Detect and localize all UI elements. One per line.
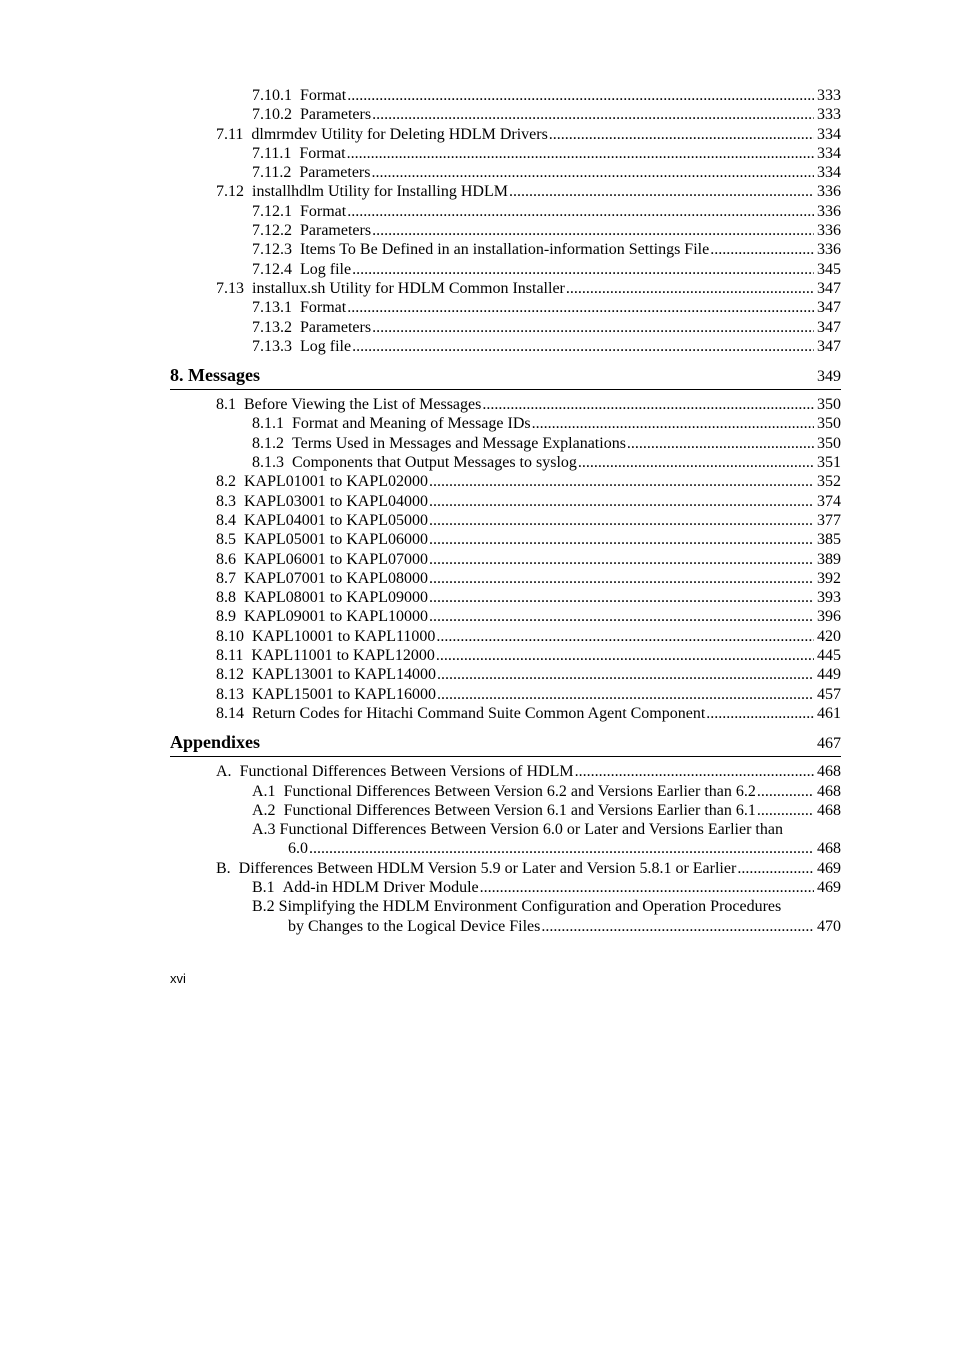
toc-entry-title: Before Viewing the List of Messages [244, 396, 482, 414]
toc-entry-title: KAPL04001 to KAPL05000 [244, 511, 429, 529]
toc-entry-title: installhdlm Utility for Installing HDLM [252, 183, 508, 201]
toc-entry-page: 336 [817, 202, 841, 220]
toc-entry-page: 334 [817, 144, 841, 162]
toc-entry-page: 350 [817, 415, 841, 433]
toc-entry-number: 8.1 [216, 396, 236, 414]
toc-entry-page: 461 [817, 704, 841, 722]
toc-entry-a3-line2[interactable] [170, 839, 841, 858]
toc-entry[interactable] [170, 453, 841, 472]
toc-entry-number: 7.13.1 [252, 299, 292, 317]
toc-entry[interactable] [170, 492, 841, 511]
dot-leader [429, 530, 814, 549]
toc-entry-title: Differences Between HDLM Version 5.9 or Later and Version 5.8.1 or Earlier [238, 859, 737, 877]
chapter-title: Appendixes [170, 732, 261, 753]
toc-entry-number: 7.10.2 [252, 106, 292, 124]
toc-entry-number: 8.11 [216, 647, 244, 665]
toc-entry-page: 396 [817, 608, 841, 626]
dot-leader [347, 86, 814, 105]
dot-leader [347, 144, 814, 163]
toc-entry-number: 8.1.3 [252, 454, 284, 472]
dot-leader [429, 511, 814, 530]
toc-entry-page: 457 [817, 685, 841, 703]
toc-entry-page: 336 [817, 241, 841, 259]
toc-entry-title: installux.sh Utility for HDLM Common Installer [252, 279, 565, 297]
toc-entry[interactable] [170, 762, 841, 781]
dot-leader [757, 801, 814, 820]
toc-entry-number: 7.12.3 [252, 241, 292, 259]
toc-entry[interactable] [170, 704, 841, 723]
toc-entry-title: Components that Output Messages to syslog [292, 454, 577, 472]
toc-entry-number: 8.1.1 [252, 415, 284, 433]
toc-entry-page: 347 [817, 337, 841, 355]
toc-entry-b2-line1[interactable]: B.2 Simplifying the HDLM Environment Configuration and Operation Procedures [252, 898, 782, 916]
chapter-page: 349 [817, 368, 841, 386]
toc-entry-number: A.2 [252, 801, 276, 819]
dot-leader [429, 550, 814, 569]
toc-entry[interactable] [170, 511, 841, 530]
toc-entry-page: 350 [817, 434, 841, 452]
toc-entry[interactable] [170, 607, 841, 626]
toc-section-appendixes [170, 762, 841, 936]
dot-leader [436, 627, 814, 646]
toc-entry-page: 347 [817, 279, 841, 297]
toc-entry-title: Terms Used in Messages and Message Explanations [292, 434, 626, 452]
toc-entry-page: 352 [817, 473, 841, 491]
toc-entry[interactable] [170, 337, 841, 356]
dot-leader [437, 685, 814, 704]
dot-leader [429, 472, 814, 491]
toc-entry[interactable] [170, 298, 841, 317]
toc-entry[interactable] [170, 182, 841, 201]
toc-entry-page: 468 [817, 801, 841, 819]
toc-entry[interactable] [170, 530, 841, 549]
toc-entry[interactable] [170, 202, 841, 221]
toc-entry-title: Parameters [300, 222, 372, 240]
dot-leader [757, 782, 814, 801]
toc-entry[interactable] [170, 627, 841, 646]
toc-entry-page: 468 [817, 782, 841, 800]
toc-entry-title: KAPL07001 to KAPL08000 [244, 569, 429, 587]
toc-entry-number: 7.12.1 [252, 202, 292, 220]
dot-leader [372, 105, 814, 124]
toc-entry-page: 449 [817, 666, 841, 684]
toc-entry[interactable] [170, 260, 841, 279]
toc-entry-number: 8.8 [216, 589, 236, 607]
toc-entry[interactable] [170, 144, 841, 163]
toc-entry[interactable] [170, 550, 841, 569]
dot-leader [429, 569, 814, 588]
toc-entry[interactable] [170, 221, 841, 240]
toc-entry-page: 385 [817, 531, 841, 549]
toc-entry-number: 8.12 [216, 666, 244, 684]
toc-entry-page: 445 [817, 647, 841, 665]
dot-leader [437, 665, 814, 684]
dot-leader [737, 859, 814, 878]
toc-entry[interactable] [170, 878, 841, 897]
toc-entry-number: B.1 [252, 878, 275, 896]
toc-entry-number: 8.13 [216, 685, 244, 703]
toc-entry-page: 345 [817, 260, 841, 278]
toc-section-7-continued [170, 86, 841, 356]
toc-entry-page: 374 [817, 492, 841, 510]
chapter-heading-messages[interactable] [170, 364, 841, 390]
toc-entry-number: 8.5 [216, 531, 236, 549]
toc-entry-number: 8.4 [216, 511, 236, 529]
dot-leader [429, 492, 814, 511]
toc-entry-title: Functional Differences Between Version 6.2 and Versions Earlier than 6.2 [283, 782, 756, 800]
toc-entry-number: 7.11.1 [252, 144, 292, 162]
toc-entry-page: 336 [817, 222, 841, 240]
toc-entry-number: 8.7 [216, 569, 236, 587]
toc-entry-page: 469 [817, 878, 841, 896]
toc-entry-title: Parameters [300, 106, 372, 124]
toc-entry-title: Format [300, 87, 347, 104]
toc-entry-title: Format and Meaning of Message IDs [292, 415, 531, 433]
toc-entry[interactable] [170, 163, 841, 182]
toc-entry-title: KAPL13001 to KAPL14000 [252, 666, 437, 684]
toc-entry-page: 470 [817, 917, 841, 935]
dot-leader [352, 337, 814, 356]
toc-entry-number: 8.3 [216, 492, 236, 510]
toc-entry-number: 7.12.4 [252, 260, 292, 278]
toc-entry-title: Return Codes for Hitachi Command Suite Common Agent Component [252, 704, 706, 722]
toc-entry[interactable] [170, 472, 841, 491]
toc-entry-title: Format [299, 144, 346, 162]
dot-leader [480, 878, 814, 897]
dot-leader [372, 221, 814, 240]
toc-entry-number: 8.9 [216, 608, 236, 626]
toc-entry-page: 469 [817, 859, 841, 877]
toc-entry-page: 336 [817, 183, 841, 201]
toc-entry-title: Format [300, 299, 347, 317]
toc-entry-title: KAPL11001 to KAPL12000 [251, 647, 435, 665]
toc-entry[interactable] [170, 801, 841, 820]
toc-entry-number: 7.13 [216, 279, 244, 297]
dot-leader [309, 839, 814, 858]
toc-entry-title: KAPL10001 to KAPL11000 [252, 627, 436, 645]
toc-entry-number: 7.12.2 [252, 222, 292, 240]
dot-leader [482, 395, 814, 414]
toc-entry-number: 7.11 [216, 125, 244, 143]
dot-leader [352, 260, 814, 279]
toc-entry-page: 350 [817, 396, 841, 414]
toc-entry-number: 7.10.1 [252, 87, 292, 104]
toc-entry-page: 347 [817, 318, 841, 336]
toc-entry-title: by Changes to the Logical Device Files [288, 917, 541, 935]
dot-leader [566, 279, 814, 298]
dot-leader [575, 762, 814, 781]
page-number: xvi [170, 971, 186, 986]
toc-entry-title: KAPL09001 to KAPL10000 [244, 608, 429, 626]
toc-entry-page: 377 [817, 511, 841, 529]
dot-leader [436, 646, 814, 665]
toc-entry-page: 347 [817, 299, 841, 317]
toc-entry-page: 389 [817, 550, 841, 568]
toc-entry[interactable] [170, 665, 841, 684]
toc-entry-title: Functional Differences Between Version 6.1 and Versions Earlier than 6.1 [283, 801, 756, 819]
toc-entry[interactable] [170, 685, 841, 704]
toc-entry[interactable] [170, 125, 841, 144]
toc-entry[interactable] [170, 782, 841, 801]
chapter-heading-appendixes[interactable] [170, 731, 841, 757]
toc-entry-a3-line1[interactable]: A.3 Functional Differences Between Version 6.0 or Later and Versions Earlier than [252, 821, 783, 839]
dot-leader [541, 917, 814, 936]
toc-entry[interactable] [170, 395, 841, 414]
toc-entry-number: 8.1.2 [252, 434, 284, 452]
dot-leader [578, 453, 814, 472]
toc-entry-title: Parameters [300, 318, 372, 336]
toc-entry-number: 8.6 [216, 550, 236, 568]
toc-entry-title: Log file [300, 260, 352, 278]
dot-leader [549, 125, 814, 144]
dot-leader [509, 182, 814, 201]
toc-entry-title: KAPL08001 to KAPL09000 [244, 589, 429, 607]
toc-entry-title: Parameters [299, 164, 371, 182]
toc-entry-title: dlmrmdev Utility for Deleting HDLM Drivers [251, 125, 548, 143]
toc-entry-title: Functional Differences Between Versions of HDLM [239, 763, 574, 781]
dot-leader [347, 202, 814, 221]
toc-entry-title: Add-in HDLM Driver Module [282, 878, 479, 896]
toc-entry-page: 420 [817, 627, 841, 645]
toc-entry-number: 8.10 [216, 627, 244, 645]
toc-entry[interactable] [170, 86, 841, 105]
toc-entry[interactable] [170, 434, 841, 453]
toc-entry-number: 8.2 [216, 473, 236, 491]
dot-leader [710, 240, 814, 259]
dot-leader [371, 163, 814, 182]
toc-entry-page: 334 [817, 164, 841, 182]
toc-entry-number: 7.11.2 [252, 164, 292, 182]
toc-entry-page: 351 [817, 454, 841, 472]
chapter-title: 8. Messages [170, 365, 260, 386]
toc-entry[interactable] [170, 279, 841, 298]
toc-entry[interactable] [170, 318, 841, 337]
toc-entry[interactable] [170, 414, 841, 433]
toc-section-8 [170, 395, 841, 723]
toc-entry-number: 7.12 [216, 183, 244, 201]
toc-entry-number: A.1 [252, 782, 276, 800]
chapter-page: 467 [817, 735, 841, 753]
toc-entry-number: A. [216, 763, 232, 781]
toc-entry-number: B. [216, 859, 231, 877]
dot-leader [429, 607, 814, 626]
toc-entry[interactable] [170, 569, 841, 588]
dot-leader [532, 414, 814, 433]
toc-entry-title: Log file [300, 337, 352, 355]
toc-entry-title: KAPL05001 to KAPL06000 [244, 531, 429, 549]
toc-entry-page: 333 [817, 106, 841, 124]
toc-entry-title: KAPL03001 to KAPL04000 [244, 492, 429, 510]
toc-entry-page: 333 [817, 87, 841, 104]
toc-entry[interactable] [170, 588, 841, 607]
toc-entry-page: 468 [817, 763, 841, 781]
toc-entry-b2-line2[interactable] [170, 917, 841, 936]
toc-entry-title: KAPL01001 to KAPL02000 [244, 473, 429, 491]
toc-entry-number: 7.13.2 [252, 318, 292, 336]
dot-leader [372, 318, 814, 337]
toc-entry-page: 468 [817, 840, 841, 858]
dot-leader [429, 588, 814, 607]
toc-entry[interactable] [170, 240, 841, 259]
toc-entry-title: KAPL15001 to KAPL16000 [252, 685, 437, 703]
toc-entry-page: 334 [817, 125, 841, 143]
toc-entry[interactable] [170, 859, 841, 878]
toc-entry-number: 7.13.3 [252, 337, 292, 355]
toc-entry[interactable] [170, 646, 841, 665]
toc-entry-title: Format [300, 202, 347, 220]
toc-entry-title: 6.0 [288, 840, 308, 858]
table-of-contents [170, 86, 841, 936]
toc-entry-page: 392 [817, 569, 841, 587]
dot-leader [706, 704, 814, 723]
toc-entry-title: Items To Be Defined in an installation-information Settings File [300, 241, 710, 259]
toc-entry[interactable] [170, 105, 841, 124]
dot-leader [347, 298, 814, 317]
dot-leader [627, 434, 814, 453]
toc-entry-number: 8.14 [216, 704, 244, 722]
toc-entry-title: KAPL06001 to KAPL07000 [244, 550, 429, 568]
toc-entry-page: 393 [817, 589, 841, 607]
